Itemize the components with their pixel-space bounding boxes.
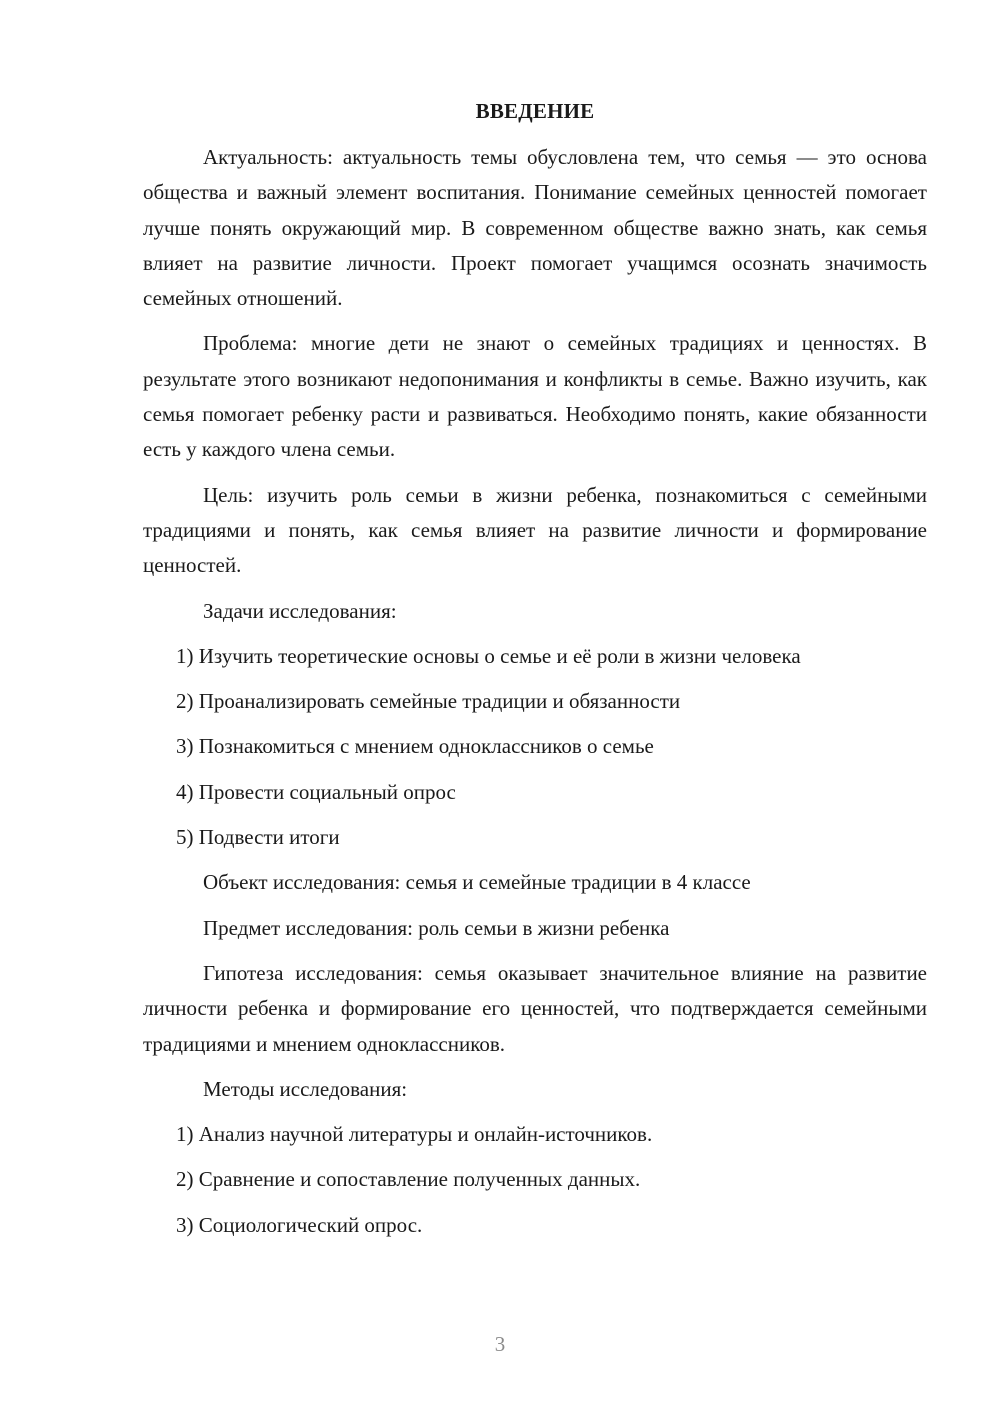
section-title: ВВЕДЕНИЕ [475, 99, 595, 123]
tasks-heading: Задачи исследования: [203, 598, 397, 623]
research-object: Объект исследования: семья и семейные традиции в 4 классе [203, 870, 751, 895]
task-item: 4) Провести социальный опрос [176, 779, 456, 804]
document-page [143, 96, 927, 1253]
paragraph-hypothesis: Гипотеза исследования: семья оказывает значительное влияние на развитие личности ребенка и формирование его ценностей, что подтверждается семейными традициями и мнением одноклассников. [143, 960, 927, 1056]
research-subject: Предмет исследования: роль семьи в жизни ребенка [203, 915, 670, 940]
paragraph-goal: Цель: изучить роль семьи в жизни ребенка, познакомиться с семейными традициями и понять, как семья влияет на развитие личности и формирование ценностей. [143, 482, 927, 578]
method-item: 2) Сравнение и сопоставление полученных данных. [176, 1167, 641, 1192]
task-item: 3) Познакомиться с мнением одноклассников о семье [176, 734, 654, 759]
paragraph-problem: Проблема: многие дети не знают о семейных традициях и ценностях. В результате этого возникают недопонимания и конфликты в семье. Важно изучить, как семья помогает ребенку расти и развиваться. Необходимо понять, какие обязанности есть у каждого члена семьи. [143, 331, 927, 462]
task-item: 1) Изучить теоретические основы о семье и её роли в жизни человека [176, 643, 801, 668]
paragraph-relevance: Актуальность: актуальность темы обусловлена тем, что семья — это основа общества и важный элемент воспитания. Понимание семейных ценностей помогает лучше понять окружающий мир. В современном обществе важно знать, как семья влияет на развитие личности. Проект помогает учащимся осознать значимость семейных отношений. [143, 145, 927, 311]
task-item: 5) Подвести итоги [176, 825, 340, 850]
methods-heading: Методы исследования: [203, 1076, 408, 1101]
method-item: 1) Анализ научной литературы и онлайн-источников. [176, 1122, 653, 1147]
method-item: 3) Социологический опрос. [176, 1212, 423, 1237]
page-number: 3 [494, 1332, 506, 1356]
task-item: 2) Проанализировать семейные традиции и обязанности [176, 689, 681, 714]
